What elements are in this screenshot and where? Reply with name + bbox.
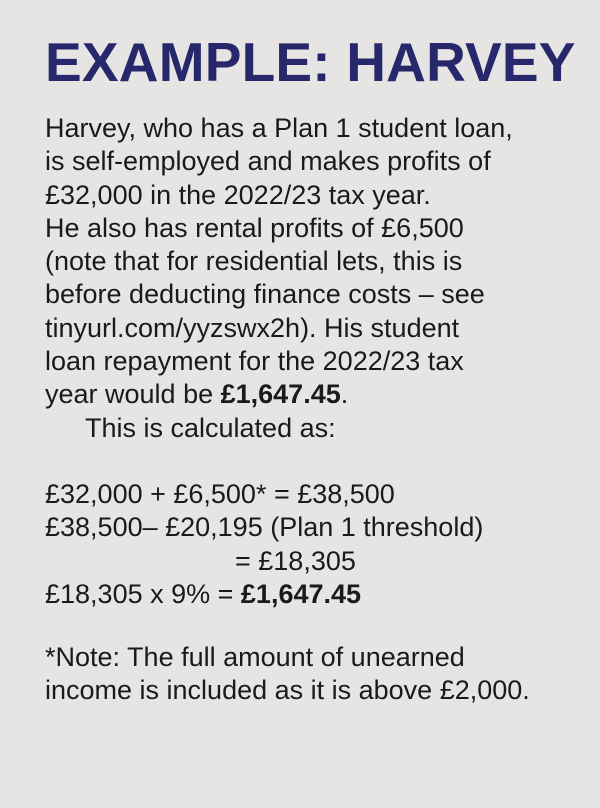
intro-line-5: (note that for residential lets, this is — [45, 246, 463, 277]
note-line-2: income is included as it is above £2,000. — [45, 675, 530, 706]
intro-line-4: He also has rental profits of £6,500 — [45, 212, 464, 243]
note-line-1: *Note: The full amount of unearned — [45, 642, 465, 673]
calc-line-2: £38,500– £20,195 (Plan 1 threshold) — [45, 512, 484, 543]
calculated-intro: This is calculated as: — [85, 412, 336, 443]
intro-line-7: tinyurl.com/yyzswx2h). His student — [45, 312, 460, 343]
repayment-prefix: year would be — [45, 379, 221, 410]
repayment-suffix: . — [340, 379, 349, 410]
calc-line-1: £32,000 + £6,500* = £38,500 — [45, 478, 395, 509]
calc-line-4 — [45, 578, 570, 611]
intro-line-1: Harvey, who has a Plan 1 student loan, — [45, 113, 513, 143]
intro-line-3: £32,000 in the 2022/23 tax year. — [45, 179, 431, 210]
calc-line-4-prefix: £18,305 x 9% = — [45, 578, 241, 609]
spacer — [45, 445, 570, 478]
repayment-amount: £1,647.45 — [220, 379, 341, 410]
intro-line-8: loan repayment for the 2022/23 tax — [45, 346, 464, 377]
intro-line-2: is self-employed and makes profits of — [45, 146, 491, 177]
repayment-line — [45, 378, 570, 411]
spacer — [45, 611, 570, 641]
example-body — [45, 112, 570, 708]
calc-result: £1,647.45 — [240, 578, 362, 609]
calc-line-3: = £18,305 — [235, 545, 356, 576]
intro-line-6: before deducting finance costs – see — [45, 279, 485, 310]
example-title: EXAMPLE: HARVEY — [45, 31, 576, 93]
